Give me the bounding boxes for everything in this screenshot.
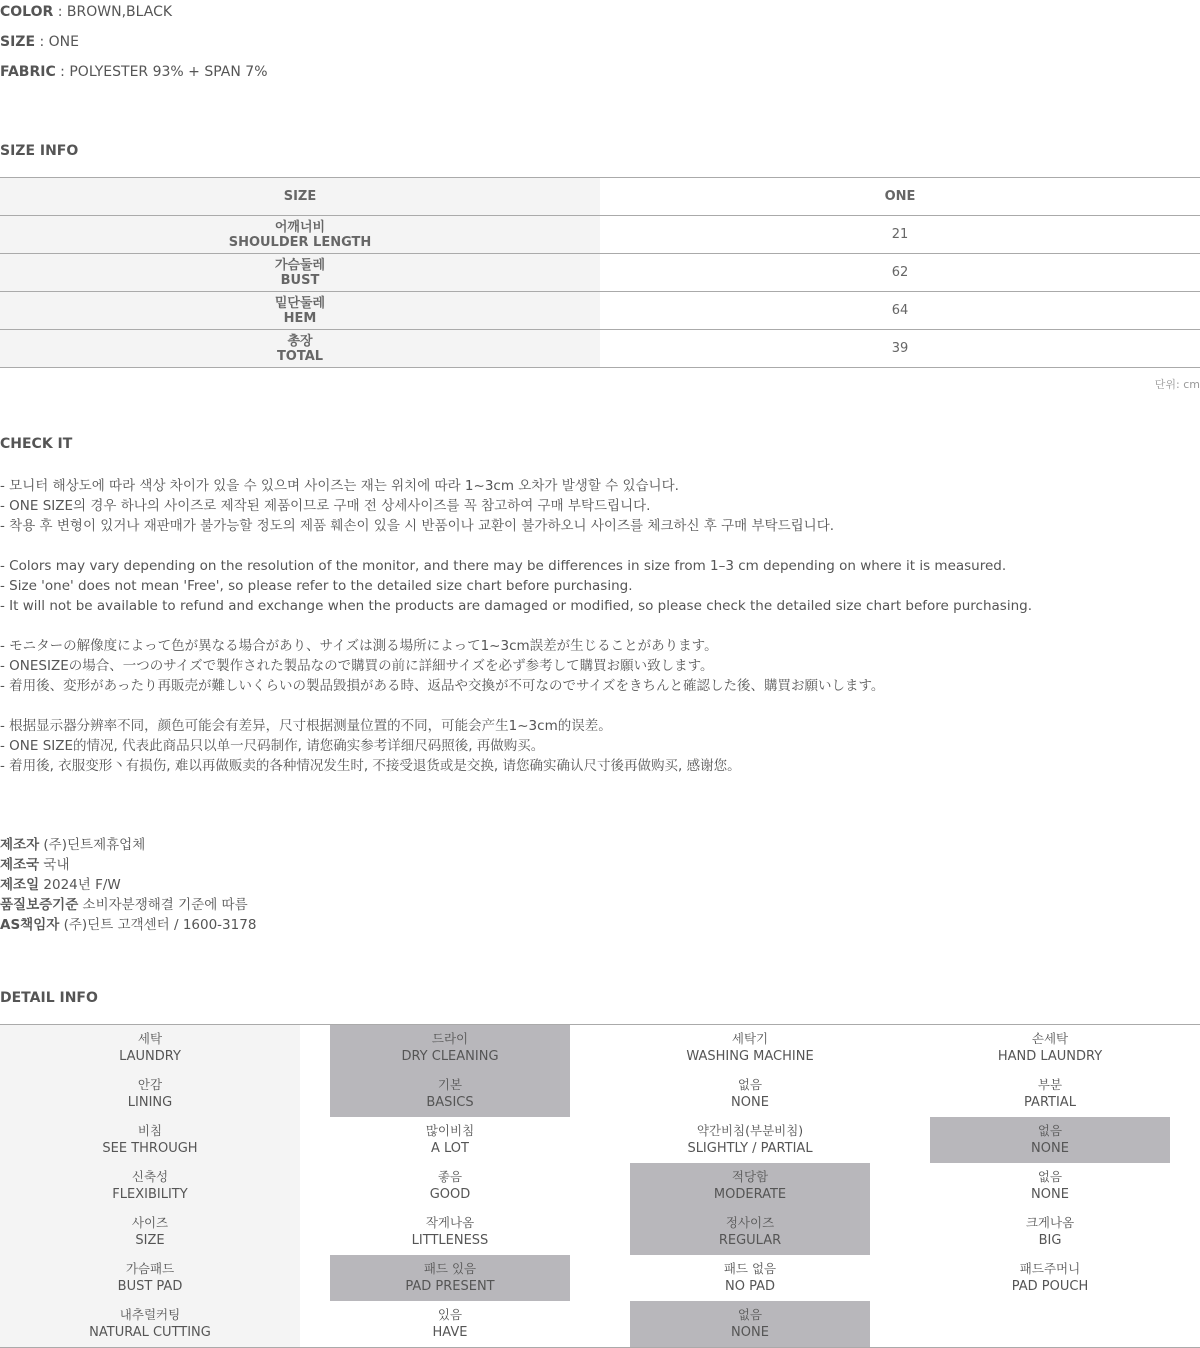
maker-value: 2024년 F/W <box>39 877 121 893</box>
maker-line <box>0 895 256 915</box>
detail-option <box>930 1255 1170 1301</box>
size-row <box>0 254 1200 292</box>
detail-option-en: BIG <box>1038 1233 1062 1248</box>
detail-label-ko: 세탁 <box>137 1031 163 1046</box>
size-row-en: BUST <box>280 272 320 288</box>
detail-option <box>330 1209 570 1255</box>
detail-option-en: LITTLENESS <box>411 1233 489 1248</box>
size-row-label <box>0 254 600 291</box>
maker-label: 제조국 <box>0 857 40 873</box>
size-row <box>0 216 1200 254</box>
detail-row-label <box>30 1209 270 1255</box>
size-header-label: SIZE <box>0 178 600 215</box>
note-line: - ONE SIZE의 경우 하나의 사이즈로 제작된 제품이므로 구매 전 상세사이즈를 꼭 참고하여 구매 부탁드립니다. <box>0 498 651 514</box>
detail-option-ko: 좋음 <box>437 1169 463 1184</box>
detail-option-ko: 드라이 <box>431 1031 469 1046</box>
size-info-title: SIZE INFO <box>0 143 79 159</box>
maker-value: 소비자분쟁해결 기준에 따름 <box>78 897 248 913</box>
detail-option-en: DRY CLEANING <box>401 1049 499 1064</box>
size-header-value: ONE <box>884 189 916 204</box>
size-row-ko: 가슴둘레 <box>274 257 326 273</box>
detail-row-label <box>30 1301 270 1347</box>
size-row-label <box>0 216 600 253</box>
size-row-value: 62 <box>891 265 909 280</box>
size-row-value: 21 <box>891 227 909 242</box>
detail-row-label <box>30 1163 270 1209</box>
detail-option-en: REGULAR <box>718 1233 782 1248</box>
detail-option-en: NONE <box>731 1325 769 1340</box>
detail-label-en: LINING <box>127 1095 173 1110</box>
detail-row-label <box>30 1025 270 1071</box>
maker-label: AS책임자 <box>0 917 60 933</box>
detail-option-selected <box>630 1209 870 1255</box>
detail-option-ko: 패드 없음 <box>723 1261 777 1276</box>
detail-option-ko: 없음 <box>737 1307 763 1322</box>
maker-label: 제조일 <box>0 877 40 893</box>
size-unit-note: 단위: cm <box>1154 378 1200 391</box>
check-it-title: CHECK IT <box>0 436 73 452</box>
detail-option-ko: 패드 있음 <box>423 1261 477 1276</box>
maker-line <box>0 915 256 935</box>
detail-option-en: HAVE <box>432 1325 468 1340</box>
detail-label-en: LAUNDRY <box>119 1049 181 1064</box>
size-row-ko: 밑단둘레 <box>274 295 326 311</box>
detail-label-ko: 사이즈 <box>131 1215 169 1230</box>
size-row <box>0 330 1200 368</box>
detail-option <box>630 1025 870 1071</box>
spec-color-label: COLOR <box>0 4 54 20</box>
detail-option <box>930 1209 1170 1255</box>
detail-label-ko: 안감 <box>137 1077 163 1092</box>
detail-option-en: HAND LAUNDRY <box>997 1049 1103 1064</box>
note-line: - 着用後, 衣服变形丶有损伤, 难以再做贩卖的各种情况发生时, 不接受退货或是交换, 请您确实确认尺寸後再做购买, 感谢您。 <box>0 758 741 774</box>
maker-value: (주)딘트 고객센터 / 1600-3178 <box>59 917 257 933</box>
note-line: - 着用後、変形があったり再販売が難しいくらいの製品毀損がある時、返品や交換が不可なのでサイズをきちんと確認した後、購買お願いします。 <box>0 678 885 694</box>
detail-option-selected <box>330 1255 570 1301</box>
size-row-ko: 총장 <box>287 333 313 349</box>
note-line: - 根据显示器分辨率不同，颜色可能会有差异，尺寸根据测量位置的不同，可能会产生1~3cm的误差。 <box>0 718 612 734</box>
size-row-en: TOTAL <box>276 348 324 364</box>
spec-color-value: : BROWN,BLACK <box>53 4 173 20</box>
size-row <box>0 292 1200 330</box>
detail-option-en: NONE <box>731 1095 769 1110</box>
detail-option-ko: 세탁기 <box>731 1031 769 1046</box>
maker-value: (주)딘트제휴업체 <box>39 837 146 853</box>
detail-option-ko: 적당함 <box>731 1169 769 1184</box>
detail-option-ko: 약간비침(부분비침) <box>696 1123 804 1138</box>
detail-label-en: SIZE <box>135 1233 165 1248</box>
detail-option-en: BASICS <box>426 1095 474 1110</box>
detail-option <box>630 1255 870 1301</box>
note-line: - ONE SIZE的情况, 代表此商品只以单一尺码制作, 请您确实参考详细尺码照後, 再做购买。 <box>0 738 545 754</box>
detail-option-ko: 있음 <box>437 1307 463 1322</box>
size-table-header <box>0 178 1200 216</box>
note-line: - 착용 후 변형이 있거나 재판매가 불가능할 정도의 제품 훼손이 있을 시 반품이나 교환이 불가하오니 사이즈를 체크하신 후 구매 부탁드립니다. <box>0 518 835 534</box>
size-row-label <box>0 330 600 367</box>
detail-option-ko: 크게나옴 <box>1025 1215 1075 1230</box>
spec-size <box>0 34 79 50</box>
detail-row-label <box>30 1071 270 1117</box>
note-line: - モニターの解像度によって色が異なる場合があり、サイズは測る場所によって1~3cm誤差が生じることがあります。 <box>0 638 718 654</box>
detail-option-en: NONE <box>1031 1141 1069 1156</box>
maker-label: 품질보증기준 <box>0 897 79 913</box>
note-line: - Colors may vary depending on the resolution of the monitor, and there may be differences in size from 1–3 cm depending on where it is measured. <box>0 558 1007 574</box>
size-row-label <box>0 292 600 329</box>
detail-label-en: BUST PAD <box>117 1279 183 1294</box>
maker-line <box>0 875 256 895</box>
notes-korean <box>0 476 1200 536</box>
detail-option-selected <box>630 1163 870 1209</box>
detail-row-label <box>30 1255 270 1301</box>
maker-line <box>0 855 256 875</box>
detail-label-en: SEE THROUGH <box>102 1141 198 1156</box>
detail-label-en: FLEXIBILITY <box>112 1187 188 1202</box>
note-line: - 모니터 해상도에 따라 색상 차이가 있을 수 있으며 사이즈는 재는 위치에 따라 1~3cm 오차가 발생할 수 있습니다. <box>0 478 679 494</box>
notes-english <box>0 556 1200 616</box>
detail-option-en: PAD POUCH <box>1011 1279 1089 1294</box>
detail-label-en: NATURAL CUTTING <box>89 1325 211 1340</box>
spec-fabric-value: : POLYESTER 93% + SPAN 7% <box>55 64 268 80</box>
detail-option-en: WASHING MACHINE <box>686 1049 814 1064</box>
size-row-ko: 어깨너비 <box>274 219 326 235</box>
detail-option-ko: 없음 <box>1037 1123 1063 1138</box>
detail-option <box>330 1163 570 1209</box>
maker-info <box>0 835 256 935</box>
detail-option <box>330 1301 570 1347</box>
detail-option-ko: 없음 <box>1037 1169 1063 1184</box>
note-line: - It will not be available to refund and exchange when the products are damaged or modified, so please check the detailed size chart before purchasing. <box>0 598 1032 614</box>
detail-option <box>930 1025 1170 1071</box>
notes-japanese <box>0 636 1200 696</box>
spec-size-label: SIZE <box>0 34 36 50</box>
detail-label-ko: 내추럴커팅 <box>119 1307 181 1322</box>
detail-option <box>930 1163 1170 1209</box>
maker-label: 제조자 <box>0 837 40 853</box>
detail-option-en: NONE <box>1031 1187 1069 1202</box>
size-row-value: 39 <box>891 341 909 356</box>
detail-option-selected <box>330 1025 570 1071</box>
detail-option-ko: 손세탁 <box>1031 1031 1069 1046</box>
detail-info-title: DETAIL INFO <box>0 990 98 1006</box>
note-line: - ONESIZEの場合、一つのサイズで製作された製品なので購買の前に詳細サイズを必ず参考して購買お願い致します。 <box>0 658 714 674</box>
detail-option-en: A LOT <box>431 1141 469 1156</box>
detail-option-selected <box>630 1301 870 1347</box>
size-row-en: SHOULDER LENGTH <box>228 234 372 250</box>
detail-option-ko: 정사이즈 <box>725 1215 775 1230</box>
notes-chinese <box>0 716 1200 776</box>
detail-option-en: GOOD <box>429 1187 471 1202</box>
maker-line <box>0 835 256 855</box>
detail-option-ko: 기본 <box>437 1077 463 1092</box>
detail-option-ko: 패드주머니 <box>1019 1261 1081 1276</box>
detail-option-ko: 없음 <box>737 1077 763 1092</box>
detail-label-ko: 가슴패드 <box>125 1261 175 1276</box>
detail-label-ko: 비침 <box>137 1123 163 1138</box>
detail-option <box>630 1071 870 1117</box>
detail-option-selected <box>930 1117 1170 1163</box>
detail-option <box>630 1117 870 1163</box>
detail-option-en: NO PAD <box>724 1279 775 1294</box>
detail-option-en: PARTIAL <box>1024 1095 1076 1110</box>
detail-option-ko: 작게나옴 <box>425 1215 475 1230</box>
detail-option-en: PAD PRESENT <box>405 1279 495 1294</box>
size-row-en: HEM <box>283 310 317 326</box>
detail-label-ko: 신축성 <box>131 1169 169 1184</box>
detail-option-ko: 부분 <box>1037 1077 1063 1092</box>
spec-color <box>0 4 172 20</box>
detail-option <box>330 1117 570 1163</box>
detail-row-label <box>30 1117 270 1163</box>
spec-fabric <box>0 64 268 80</box>
size-row-value: 64 <box>891 303 909 318</box>
maker-value: 국내 <box>39 857 70 873</box>
size-table <box>0 177 1200 368</box>
detail-option-en: MODERATE <box>713 1187 787 1202</box>
detail-option <box>930 1071 1170 1117</box>
detail-option-selected <box>330 1071 570 1117</box>
spec-size-value: : ONE <box>35 34 79 50</box>
detail-grid <box>0 1024 1200 1348</box>
spec-fabric-label: FABRIC <box>0 64 56 80</box>
detail-option-ko: 많이비침 <box>425 1123 475 1138</box>
detail-option-en: SLIGHTLY / PARTIAL <box>687 1141 813 1156</box>
note-line: - Size 'one' does not mean 'Free', so please refer to the detailed size chart before purchasing. <box>0 578 633 594</box>
check-it-notes <box>0 476 1200 796</box>
